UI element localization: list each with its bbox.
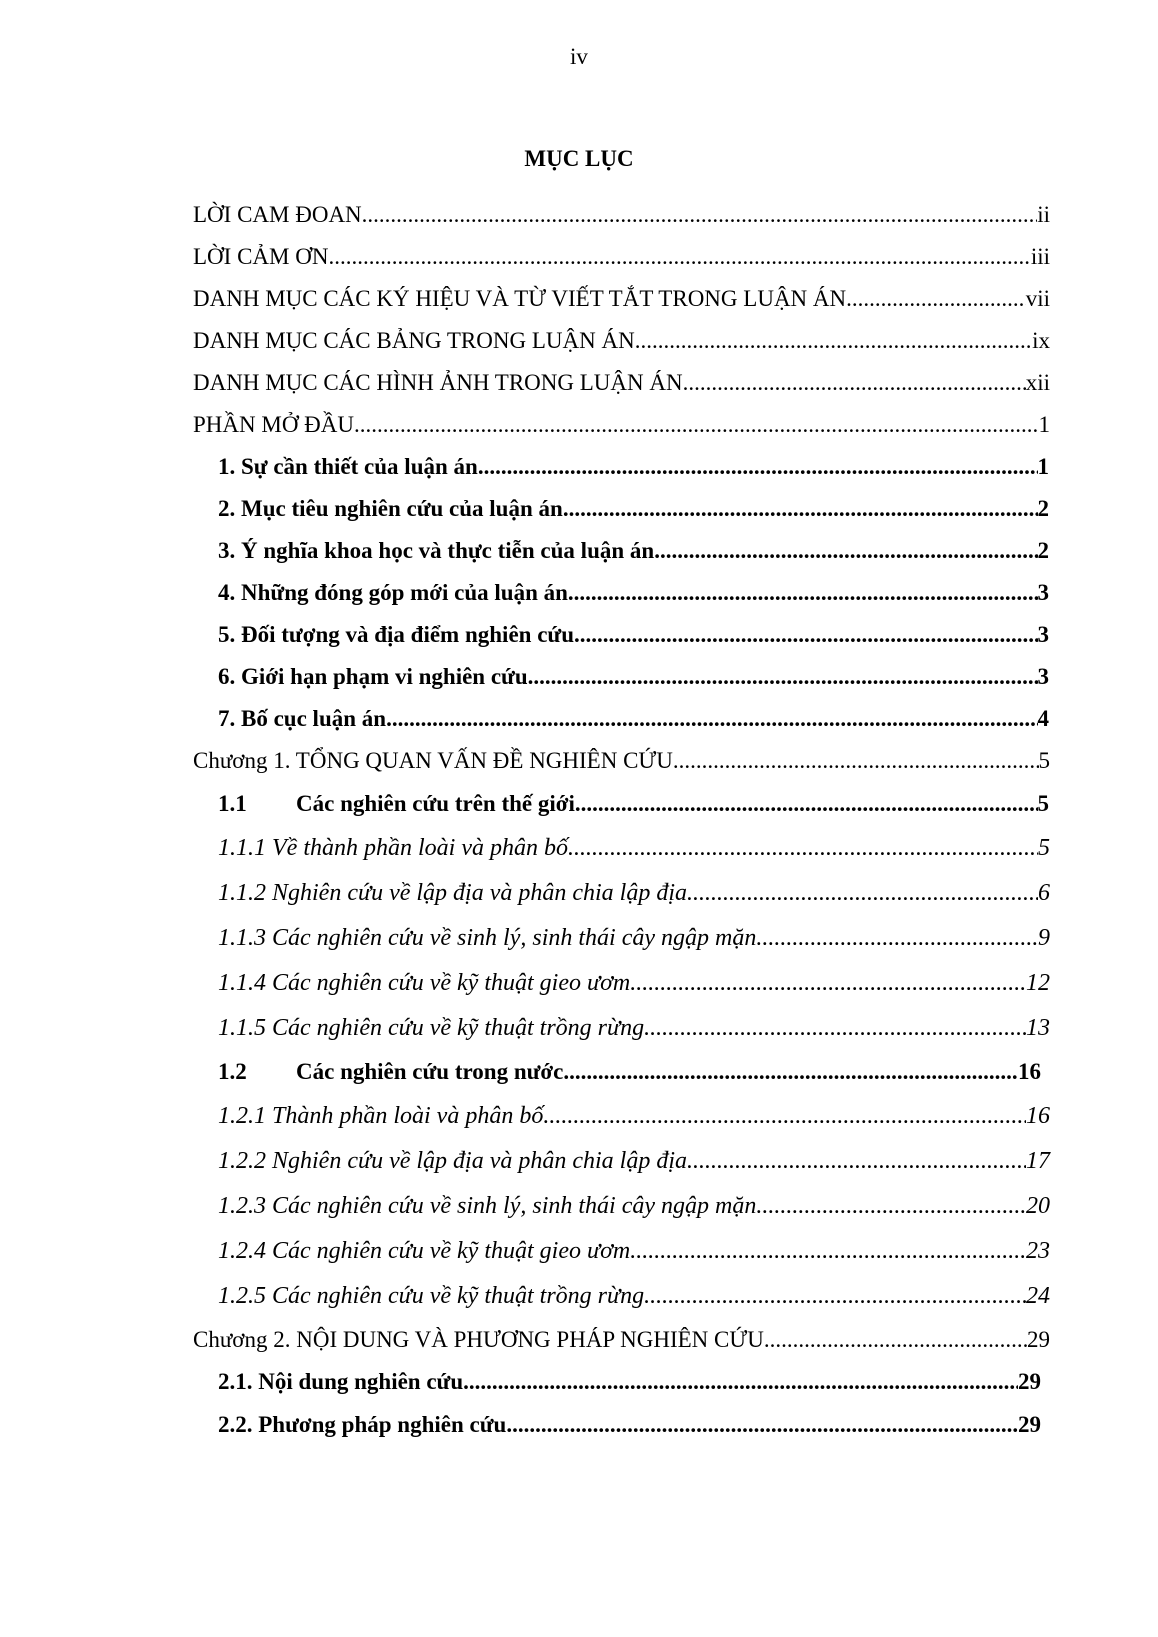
dot-leader xyxy=(683,367,1026,399)
toc-entry-label: 1.2.2 Nghiên cứu về lập địa và phân chia lập địa xyxy=(218,1148,688,1174)
toc-entry-label: LỜI CAM ĐOAN xyxy=(193,202,362,227)
toc-entry-page: ix xyxy=(1032,328,1050,353)
toc-entry[interactable] xyxy=(218,451,1049,483)
toc-entry-label: 1.2.5 Các nghiên cứu về kỹ thuật trồng rừng xyxy=(218,1283,645,1309)
toc-entry-page: iii xyxy=(1030,244,1050,269)
toc-entry-label: PHẦN MỞ ĐẦU xyxy=(193,412,355,437)
dot-leader xyxy=(673,745,1039,777)
toc-entry-label: DANH MỤC CÁC KÝ HIỆU VÀ TỪ VIẾT TẮT TRONG LUẬN ÁN xyxy=(193,286,847,311)
toc-entry-page: vii xyxy=(1025,286,1050,311)
toc-entry[interactable] xyxy=(218,703,1049,735)
dot-leader xyxy=(506,1409,1018,1441)
dot-leader xyxy=(644,1012,1026,1044)
toc-entry[interactable] xyxy=(218,877,1050,909)
toc-entry[interactable] xyxy=(218,1190,1050,1222)
dot-leader xyxy=(654,535,1037,567)
toc-entry-page: 5 xyxy=(1038,748,1050,773)
toc-entry-page: 1 xyxy=(1038,412,1050,437)
toc-entry-label: 5. Đối tượng và địa điểm nghiên cứu xyxy=(218,622,574,647)
dot-leader xyxy=(568,577,1038,609)
toc-entry[interactable] xyxy=(218,1366,1041,1398)
toc-entry-label: 1. Sự cần thiết của luận án xyxy=(218,454,478,479)
toc-entry-page: 16 xyxy=(1026,1103,1050,1129)
toc-entry-page: xii xyxy=(1025,370,1050,395)
toc-entry-label: 1.1.2 Nghiên cứu về lập địa và phân chia lập địa xyxy=(218,880,688,906)
dot-leader xyxy=(563,1056,1018,1088)
toc-entry-label xyxy=(218,788,575,820)
dot-leader xyxy=(687,1145,1026,1177)
dot-leader xyxy=(574,619,1038,651)
toc-entry-label: 1.1.4 Các nghiên cứu về kỹ thuật gieo ươm xyxy=(218,970,631,996)
toc-entry-label: 1.2.1 Thành phần loài và phân bố xyxy=(218,1103,544,1129)
toc-entry-text: Các nghiên cứu trong nước xyxy=(296,1059,564,1084)
toc-entry-page: 23 xyxy=(1026,1238,1050,1264)
toc-entry[interactable] xyxy=(218,535,1049,567)
page-number: iv xyxy=(570,44,588,69)
dot-leader xyxy=(478,451,1038,483)
toc-entry-page: 29 xyxy=(1018,1412,1041,1437)
toc-entry-label: Chương 2. NỘI DUNG VÀ PHƯƠNG PHÁP NGHIÊN CỨU xyxy=(193,1327,764,1352)
toc-entry-page: 12 xyxy=(1026,970,1050,996)
toc-entry-page: 24 xyxy=(1026,1283,1050,1309)
toc-entry-label: DANH MỤC CÁC HÌNH ẢNH TRONG LUẬN ÁN xyxy=(193,370,683,395)
toc-entry-page: 3 xyxy=(1037,664,1049,689)
dot-leader xyxy=(528,661,1038,693)
toc-entry-page: 5 xyxy=(1037,791,1049,816)
toc-entry-page: 5 xyxy=(1038,835,1050,861)
toc-entry-label: Chương 1. TỔNG QUAN VẤN ĐỀ NGHIÊN CỨU xyxy=(193,748,673,773)
toc-entry-label: 2. Mục tiêu nghiên cứu của luận án xyxy=(218,496,563,521)
toc-entry-label xyxy=(218,1056,563,1088)
toc-entry[interactable] xyxy=(218,1409,1041,1441)
toc-entry[interactable] xyxy=(193,283,1050,315)
toc-entry-page: 29 xyxy=(1027,1327,1050,1352)
toc-entry[interactable] xyxy=(218,788,1049,820)
toc-entry[interactable] xyxy=(218,1012,1050,1044)
toc-entry[interactable] xyxy=(193,199,1050,231)
dot-leader xyxy=(635,325,1032,357)
toc-entry-label: 1.2.4 Các nghiên cứu về kỹ thuật gieo ươm xyxy=(218,1238,631,1264)
toc-entry-page: 2 xyxy=(1037,538,1049,563)
toc-entry[interactable] xyxy=(218,577,1049,609)
dot-leader xyxy=(756,1190,1026,1222)
toc-entry-label: 2.2. Phương pháp nghiên cứu xyxy=(218,1412,507,1437)
toc-entry[interactable] xyxy=(218,967,1050,999)
toc-entry[interactable] xyxy=(193,325,1050,357)
dot-leader xyxy=(764,1324,1027,1356)
dot-leader xyxy=(575,788,1038,820)
toc-entry-label: 1.1.1 Về thành phần loài và phân bố xyxy=(218,835,568,861)
toc-entry-label: 7. Bố cục luận án xyxy=(218,706,387,731)
toc-entry-page: 29 xyxy=(1018,1369,1041,1394)
toc-entry-label: 1.1.5 Các nghiên cứu về kỹ thuật trồng rừng xyxy=(218,1015,645,1041)
dot-leader xyxy=(644,1280,1026,1312)
page-title: MỤC LỤC xyxy=(524,146,634,171)
dot-leader xyxy=(463,1366,1018,1398)
dot-leader xyxy=(846,283,1026,315)
toc-entry[interactable] xyxy=(193,241,1050,273)
toc-entry[interactable] xyxy=(218,661,1049,693)
dot-leader xyxy=(756,922,1038,954)
dot-leader xyxy=(568,832,1038,864)
toc-entry[interactable] xyxy=(218,1280,1050,1312)
toc-entry[interactable] xyxy=(218,1100,1050,1132)
toc-entry[interactable] xyxy=(193,745,1050,777)
toc-entry-label: 1.2.3 Các nghiên cứu về sinh lý, sinh thái cây ngập mặn xyxy=(218,1193,757,1219)
toc-entry[interactable] xyxy=(193,1324,1050,1356)
dot-leader xyxy=(563,493,1038,525)
toc-entry-page: 17 xyxy=(1026,1148,1050,1174)
toc-entry[interactable] xyxy=(218,493,1049,525)
toc-entry-number: 1.2 xyxy=(218,1059,247,1084)
toc-entry-label: 1.1.3 Các nghiên cứu về sinh lý, sinh thái cây ngập mặn xyxy=(218,925,757,951)
dot-leader xyxy=(687,877,1038,909)
toc-entry-page: 3 xyxy=(1037,622,1049,647)
toc-entry-page: 9 xyxy=(1038,925,1050,951)
toc-entry-label: 3. Ý nghĩa khoa học và thực tiễn của luận án xyxy=(218,538,655,563)
toc-entry[interactable] xyxy=(218,832,1050,864)
toc-entry-label: 4. Những đóng góp mới của luận án xyxy=(218,580,568,605)
toc-entry-page: 16 xyxy=(1018,1059,1041,1084)
dot-leader xyxy=(354,409,1038,441)
toc-entry[interactable] xyxy=(218,619,1049,651)
dot-leader xyxy=(362,199,1038,231)
dot-leader xyxy=(630,1235,1026,1267)
toc-entry-number: 1.1 xyxy=(218,791,247,816)
toc-entry[interactable] xyxy=(193,409,1050,441)
toc-entry-label: LỜI CẢM ƠN xyxy=(193,244,329,269)
toc-entry-label: 2.1. Nội dung nghiên cứu xyxy=(218,1369,464,1394)
dot-leader xyxy=(386,703,1037,735)
toc-entry[interactable] xyxy=(218,1235,1050,1267)
toc-entry-text: Các nghiên cứu trên thế giới xyxy=(296,791,575,816)
toc-entry-label: DANH MỤC CÁC BẢNG TRONG LUẬN ÁN xyxy=(193,328,635,353)
dot-leader xyxy=(630,967,1026,999)
toc-entry-page: ii xyxy=(1037,202,1050,227)
toc-entry-page: 6 xyxy=(1038,880,1050,906)
toc-entry[interactable] xyxy=(218,922,1050,954)
dot-leader xyxy=(543,1100,1026,1132)
toc-entry-page: 20 xyxy=(1026,1193,1050,1219)
toc-entry[interactable] xyxy=(193,367,1050,399)
toc-entry[interactable] xyxy=(218,1145,1050,1177)
toc-entry-page: 1 xyxy=(1037,454,1049,479)
toc-entry-page: 3 xyxy=(1037,580,1049,605)
toc-entry[interactable] xyxy=(218,1056,1041,1088)
toc-entry-page: 13 xyxy=(1026,1015,1050,1041)
toc-entry-page: 2 xyxy=(1037,496,1049,521)
toc-entry-label: 6. Giới hạn phạm vi nghiên cứu xyxy=(218,664,528,689)
dot-leader xyxy=(328,241,1030,273)
toc-entry-page: 4 xyxy=(1037,706,1049,731)
